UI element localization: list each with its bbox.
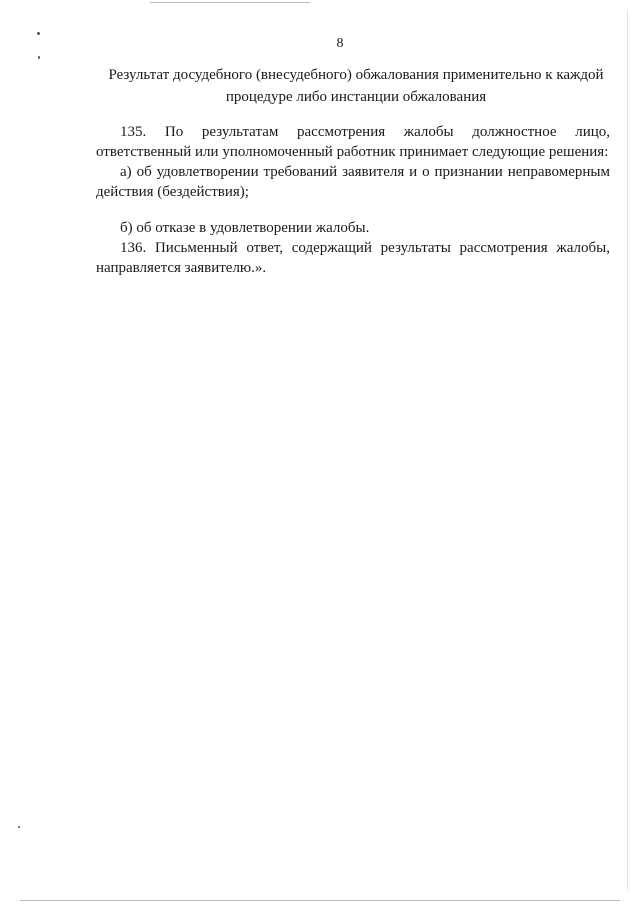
scan-speck <box>37 32 40 35</box>
heading-line-2: процедуре либо инстанции обжалования <box>225 89 487 105</box>
scan-edge-line <box>150 2 310 3</box>
scan-speck <box>18 826 20 828</box>
body-text <box>96 122 610 278</box>
section-heading <box>96 64 616 108</box>
scan-edge-line <box>627 10 628 890</box>
paragraph-a: а) об удовлетворении требований заявителя и о признании неправомерным действия (бездействия); <box>96 164 610 200</box>
paragraph-136: 136. Письменный ответ, содержащий результаты рассмотрения жалобы, направляется заявителю.». <box>96 240 610 276</box>
heading-line-1: Результат досудебного (внесудебного) обжалования применительно к каждой <box>108 67 604 83</box>
paragraph-b: б) об отказе в удовлетворении жалобы. <box>120 220 370 236</box>
scan-speck <box>38 56 40 59</box>
paragraph-135: 135. По результатам рассмотрения жалобы должностное лицо, ответственный или уполномоченный работник принимает следующие решения: <box>96 124 610 160</box>
scan-edge-line <box>20 900 620 901</box>
page-number: 8 <box>336 36 344 51</box>
